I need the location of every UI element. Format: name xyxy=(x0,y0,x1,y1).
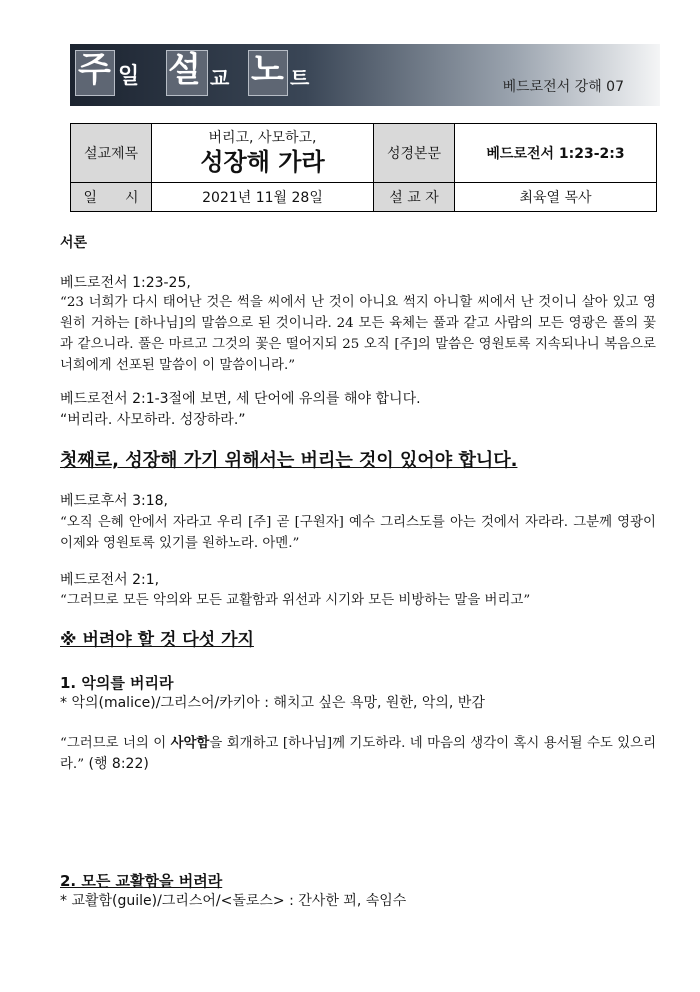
scripture-ref-1: 베드로전서 1:23-25, xyxy=(60,275,191,291)
sermon-info-table xyxy=(70,123,657,212)
item-1-title: 1. 악의를 버리라 xyxy=(60,674,174,692)
item-1-quote-start: “그러므로 너의 이 xyxy=(60,736,171,751)
banner-char-3: 설 xyxy=(168,50,201,90)
sermon-title: 성장해 가라 xyxy=(200,147,325,176)
item-1-definition: * 악의(malice)/그리스어/카키아 : 해치고 싶은 욕망, 원한, 악의, 반감 xyxy=(60,695,485,711)
series-title: 베드로전서 강해 07 xyxy=(502,79,624,95)
three-words: “버리라. 사모하라. 성장하라.” xyxy=(60,412,246,428)
item-1-quote-ref: (행 8:22) xyxy=(84,756,149,772)
point-1-heading: 첫째로, 성장해 가기 위해서는 버리는 것이 있어야 합니다. xyxy=(60,450,518,471)
date-label: 일 시 xyxy=(71,183,152,212)
preacher-name: 최육열 목사 xyxy=(455,183,657,212)
scripture-quote-4: “그러므로 모든 악의와 모든 교활함과 위선과 시기와 모든 비방하는 말을 버리고” xyxy=(60,593,531,608)
banner-char-1: 주 xyxy=(78,50,111,90)
banner-char-4: 교 xyxy=(210,66,230,90)
title-label: 설교제목 xyxy=(71,124,152,183)
sermon-subtitle: 버리고, 사모하고, xyxy=(208,129,317,146)
five-things-heading: ※ 버려야 할 것 다섯 가지 xyxy=(60,630,254,650)
item-1-quote-end: 을 회개하고 [하나님]께 기도하라. 네 마음의 생각이 혹시 용서될 수도 있으리라.” xyxy=(60,736,657,772)
scripture-ref-4: 베드로전서 2:1, xyxy=(60,572,160,588)
banner-char-2: 일 xyxy=(118,64,140,89)
scripture-quote-3: “오직 은혜 안에서 자라고 우리 [주] 곧 [구원자] 예수 그리스도를 아는 것에서 자라라. 그분께 영광이 이제와 영원토록 있기를 원하노라. 아멘.” xyxy=(60,515,656,551)
header-banner xyxy=(70,44,660,106)
sermon-title-cell xyxy=(152,124,374,183)
banner-char-6: 트 xyxy=(290,66,310,90)
scripture-label: 성경본문 xyxy=(374,124,455,183)
item-1-quote xyxy=(60,733,656,775)
sermon-date: 2021년 11월 28일 xyxy=(152,183,374,212)
scripture-ref-2: 베드로전서 2:1-3절에 보면, 세 단어에 유의를 해야 합니다. xyxy=(60,391,421,407)
preacher-label: 설 교 자 xyxy=(374,183,455,212)
item-2-title: 2. 모든 교활함을 버려라 xyxy=(60,872,223,890)
banner-char-5: 노 xyxy=(251,50,284,90)
scripture-ref-3: 베드로후서 3:18, xyxy=(60,493,168,509)
item-2-definition: * 교활함(guile)/그리스어/<돌로스> : 간사한 꾀, 속임수 xyxy=(60,893,407,909)
scripture-reference: 베드로전서 1:23-2:3 xyxy=(455,124,657,183)
item-1-quote-highlight: 사악함 xyxy=(170,735,210,751)
scripture-quote-1: “23 너희가 다시 태어난 것은 썩을 씨에서 난 것이 아니요 썩지 아니할 씨에서 난 것이니 살아 있고 영원히 거하는 [하나님]의 말씀으로 된 것이니라. 24 모든 육체는 풀과 같고 사람의 모든 영광은 풀의 꽃과 같으니라. 풀은 마르고 그것의 꽃은 떨어지되 25 오직 [주]의 말씀은 영원토록 지속되나니 복음으로 너희에게 선포된 말씀이 이 말씀이니라.” xyxy=(60,295,656,373)
intro-heading: 서론 xyxy=(60,235,88,251)
